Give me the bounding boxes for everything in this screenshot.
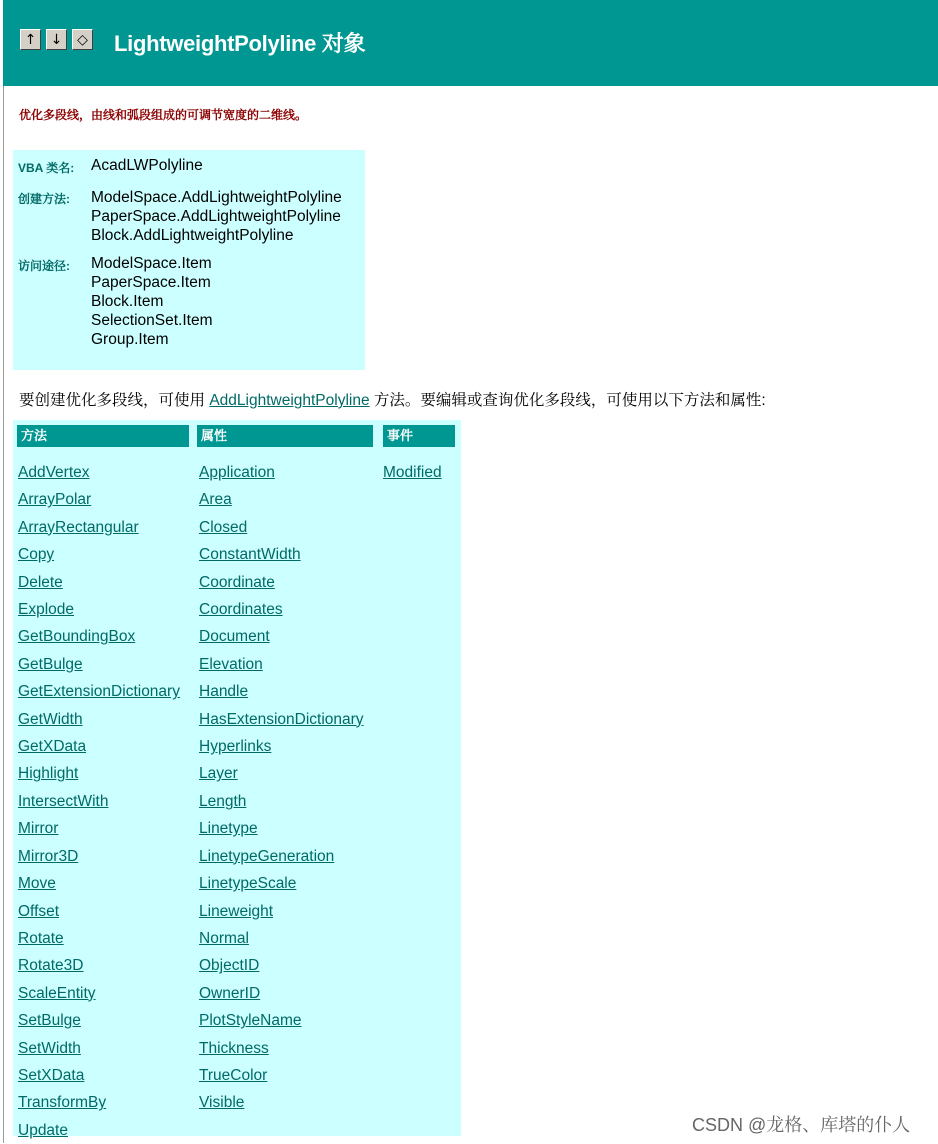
property-link[interactable]: Elevation <box>199 655 263 673</box>
method-link[interactable]: Explode <box>18 601 75 619</box>
method-link[interactable]: Highlight <box>18 765 79 783</box>
page-title: LightweightPolyline 对象 <box>114 30 366 56</box>
property-link[interactable]: Linetype <box>199 820 258 838</box>
title-bar <box>3 0 938 86</box>
method-link[interactable]: TransformBy <box>18 1094 107 1112</box>
events-list <box>383 459 442 486</box>
access-path-item: ModelSpace.Item <box>91 255 212 272</box>
properties-column-header: 属性 <box>197 425 373 447</box>
create-method-item: PaperSpace.AddLightweightPolyline <box>91 208 341 225</box>
create-method-label: 创建方法: <box>18 192 70 206</box>
property-link[interactable]: ConstantWidth <box>199 546 301 564</box>
method-link[interactable]: Rotate <box>18 929 64 947</box>
method-link[interactable]: ArrayRectangular <box>18 518 139 536</box>
intro-text-before: 要创建优化多段线，可使用 <box>19 392 210 409</box>
property-link[interactable]: Hyperlinks <box>199 738 272 756</box>
home-topic-button[interactable]: ◇ <box>72 29 93 50</box>
method-link[interactable]: IntersectWith <box>18 792 109 810</box>
method-link[interactable]: SetXData <box>18 1066 85 1084</box>
add-lightweight-polyline-link[interactable]: AddLightweightPolyline <box>209 392 370 409</box>
property-link[interactable]: Length <box>199 792 247 810</box>
method-link[interactable]: AddVertex <box>18 464 90 481</box>
property-link[interactable]: Closed <box>199 518 248 536</box>
intro-paragraph <box>19 388 766 410</box>
method-link[interactable]: Offset <box>18 902 60 920</box>
property-link[interactable]: Coordinate <box>199 573 275 591</box>
methods-list <box>18 459 180 1144</box>
method-link[interactable]: GetWidth <box>18 710 83 728</box>
create-method-values <box>91 188 342 245</box>
property-link[interactable]: HasExtensionDictionary <box>199 710 364 728</box>
method-link[interactable]: GetXData <box>18 738 87 756</box>
method-link[interactable]: Copy <box>18 546 55 564</box>
left-border <box>3 86 4 1143</box>
property-link[interactable]: LinetypeGeneration <box>199 847 335 865</box>
method-link[interactable]: GetBoundingBox <box>18 628 136 646</box>
property-link[interactable]: Lineweight <box>199 902 274 920</box>
object-description: 优化多段线，由线和弧段组成的可调节宽度的二维线。 <box>19 108 308 122</box>
method-link[interactable]: Mirror <box>18 820 59 838</box>
property-link[interactable]: Handle <box>199 683 249 701</box>
property-link[interactable]: Layer <box>199 765 238 783</box>
create-method-item: Block.AddLightweightPolyline <box>91 227 294 244</box>
method-link[interactable]: Rotate3D <box>18 957 84 975</box>
access-path-item: SelectionSet.Item <box>91 312 213 329</box>
previous-topic-button[interactable]: ↑ <box>20 29 41 50</box>
property-link[interactable]: Visible <box>199 1094 245 1112</box>
access-path-item: Group.Item <box>91 331 169 348</box>
property-link[interactable]: Coordinates <box>199 601 283 619</box>
csdn-watermark: CSDN @龙格、库塔的仆人 <box>692 1115 911 1135</box>
property-link[interactable]: Normal <box>199 929 249 947</box>
property-link[interactable]: LinetypeScale <box>199 875 297 893</box>
property-link[interactable]: Thickness <box>199 1039 269 1057</box>
method-link[interactable]: GetExtensionDictionary <box>18 683 180 701</box>
nav-buttons <box>20 29 93 50</box>
method-link[interactable]: ArrayPolar <box>18 491 92 509</box>
method-link[interactable]: GetBulge <box>18 655 83 673</box>
method-link[interactable]: Update <box>18 1121 68 1139</box>
property-link[interactable]: OwnerID <box>199 984 261 1002</box>
property-link[interactable]: TrueColor <box>199 1066 268 1084</box>
property-link[interactable]: Document <box>199 628 270 646</box>
intro-text-after: 方法。要编辑或查询优化多段线，可使用以下方法和属性: <box>369 392 766 409</box>
vba-class-value <box>91 156 203 175</box>
object-info-panel <box>13 150 365 370</box>
method-link[interactable]: Move <box>18 875 56 893</box>
events-column-header: 事件 <box>383 425 455 447</box>
vba-class-name: AcadLWPolyline <box>91 157 203 174</box>
method-link[interactable]: SetWidth <box>18 1039 81 1057</box>
event-link[interactable]: Modified <box>383 464 442 481</box>
access-path-item: PaperSpace.Item <box>91 274 211 291</box>
access-path-item: Block.Item <box>91 293 164 310</box>
access-path-values <box>91 254 212 349</box>
create-method-item: ModelSpace.AddLightweightPolyline <box>91 189 342 206</box>
access-path-label: 访问途径: <box>18 259 70 273</box>
next-topic-button[interactable]: ↓ <box>46 29 67 50</box>
property-link[interactable]: Area <box>199 491 232 509</box>
method-link[interactable]: ScaleEntity <box>18 984 96 1002</box>
method-link[interactable]: Delete <box>18 573 63 591</box>
property-link[interactable]: Application <box>199 464 275 481</box>
properties-list <box>199 459 364 1117</box>
method-link[interactable]: Mirror3D <box>18 847 79 865</box>
method-link[interactable]: SetBulge <box>18 1012 81 1030</box>
vba-class-label: VBA 类名: <box>18 161 75 175</box>
property-link[interactable]: PlotStyleName <box>199 1012 302 1030</box>
property-link[interactable]: ObjectID <box>199 957 260 975</box>
methods-column-header: 方法 <box>17 425 189 447</box>
